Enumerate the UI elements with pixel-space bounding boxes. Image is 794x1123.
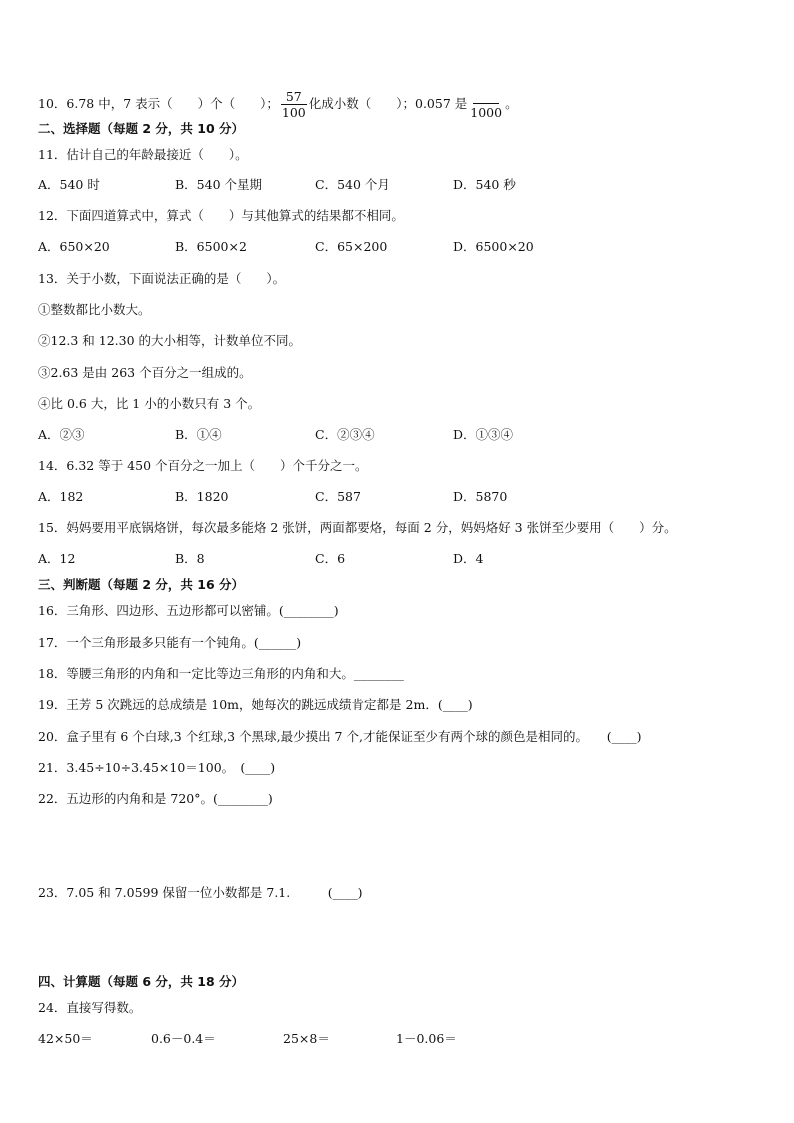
statement-2: ②12.3 和 12.30 的大小相等，计数单位不同。 [38,333,302,348]
option-b[interactable]: B．540 个星期 [175,177,263,192]
calc-item: 25×8＝ [283,1031,330,1046]
question-21: 21．3.45÷10÷3.45×10＝100。 (____) [38,760,276,775]
option-d[interactable]: D．540 秒 [453,177,516,192]
option-c[interactable]: C．6 [315,551,346,566]
q10-middle: 化成小数（ ）；0.057 是 [308,96,468,111]
option-a[interactable]: A．650×20 [38,239,110,254]
option-d[interactable]: D．6500×20 [453,239,534,254]
option-d[interactable]: D．5870 [453,489,508,504]
question-14: 14．6.32 等于 450 个百分之一加上（ ）个千分之一。 [38,458,368,473]
question-15: 15．妈妈要用平底锅烙饼，每次最多能烙 2 张饼，两面都要烙，每面 2 分，妈妈烙好 3 张饼至少要用（ ）分。 [38,520,677,535]
calc-item: 1－0.06＝ [396,1031,457,1046]
fraction-blank-numerator[interactable] [473,89,499,104]
question-22: 22．五边形的内角和是 720°。(________) [38,791,273,806]
section-heading-calculation: 四、计算题（每题 6 分，共 18 分） [38,974,245,989]
question-16: 16．三角形、四边形、五边形都可以密铺。(________) [38,603,339,618]
statement-1: ①整数都比小数大。 [38,302,151,317]
calc-item: 42×50＝ [38,1031,93,1046]
fraction-numerator: 57 [281,89,307,105]
question-18: 18．等腰三角形的内角和一定比等边三角形的内角和大。________ [38,666,404,681]
fraction-57-100 [281,89,307,120]
option-c[interactable]: C．587 [315,489,361,504]
option-b[interactable]: B．1820 [175,489,229,504]
fraction-blank-1000 [469,89,503,120]
question-11: 11．估计自己的年龄最接近（ ）。 [38,147,248,162]
section-heading-true-false: 三、判断题（每题 2 分，共 16 分） [38,577,245,592]
option-c[interactable]: C．540 个月 [315,177,390,192]
fraction-denominator: 1000 [470,105,503,120]
question-23: 23．7.05 和 7.0599 保留一位小数都是 7.1. (____) [38,885,363,900]
question-13: 13．关于小数，下面说法正确的是（ ）。 [38,271,286,286]
statement-4: ④比 0.6 大，比 1 小的小数只有 3 个。 [38,396,261,411]
option-b[interactable]: B．①④ [175,427,222,442]
option-c[interactable]: C．65×200 [315,239,388,254]
option-c[interactable]: C．②③④ [315,427,375,442]
question-12: 12．下面四道算式中，算式（ ）与其他算式的结果都不相同。 [38,208,404,223]
option-b[interactable]: B．6500×2 [175,239,247,254]
question-24: 24．直接写得数。 [38,1000,142,1015]
calc-item: 0.6－0.4＝ [151,1031,216,1046]
option-a[interactable]: A．②③ [38,427,85,442]
q10-suffix: 。 [505,96,518,111]
option-a[interactable]: A．540 时 [38,177,100,192]
option-b[interactable]: B．8 [175,551,205,566]
fraction-denominator: 100 [281,105,306,120]
question-20: 20．盒子里有 6 个白球,3 个红球,3 个黑球,最少摸出 7 个,才能保证至少有两个球的颜色是相同的。 (____) [38,729,642,744]
q10-prefix: 10．6.78 中，7 表示（ ）个（ ）； [38,96,279,111]
option-d[interactable]: D．4 [453,551,484,566]
section-heading-choice: 二、选择题（每题 2 分，共 10 分） [38,121,245,136]
option-d[interactable]: D．①③④ [453,427,514,442]
question-19: 19．王芳 5 次跳远的总成绩是 10m，她每次的跳远成绩肯定都是 2m．(____) [38,697,473,712]
option-a[interactable]: A．182 [38,489,84,504]
question-10 [38,89,518,120]
question-17: 17．一个三角形最多只能有一个钝角。(______) [38,635,302,650]
statement-3: ③2.63 是由 263 个百分之一组成的。 [38,365,252,380]
option-a[interactable]: A．12 [38,551,76,566]
